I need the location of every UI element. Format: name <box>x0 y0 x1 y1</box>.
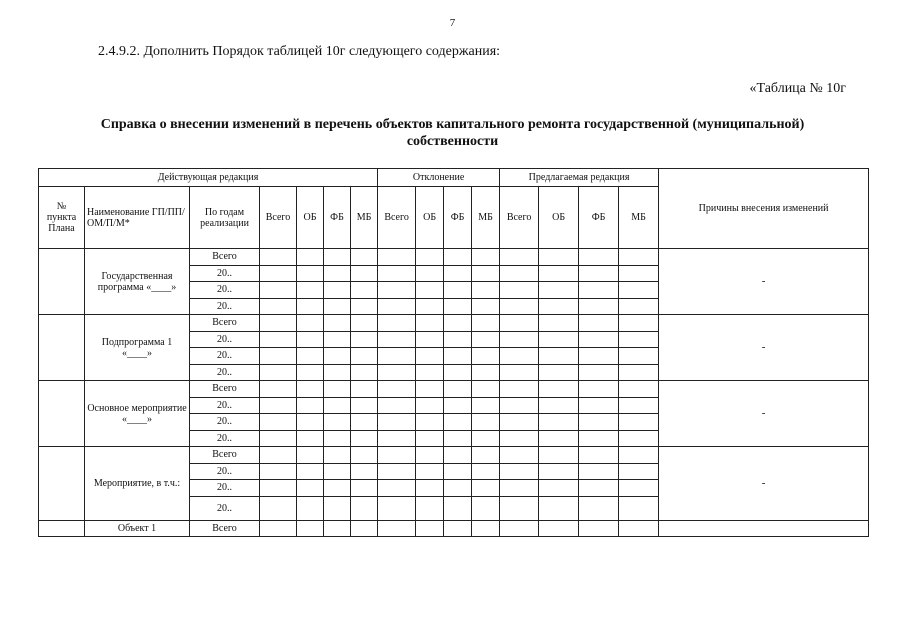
intro-text: 2.4.9.2. Дополнить Порядок таблицей 10г следующего содержания: <box>98 44 501 59</box>
cur-ob-cell <box>297 447 324 464</box>
prop-total-cell <box>500 249 539 266</box>
cur-ob-cell <box>297 348 324 365</box>
cur-mb-cell <box>351 414 378 431</box>
period-cell: Всего <box>190 381 260 398</box>
dev-total-cell <box>378 463 416 480</box>
prop-fb-cell <box>579 414 619 431</box>
dev-ob-cell <box>416 480 444 497</box>
prop-total-cell <box>500 397 539 414</box>
cur-fb-cell <box>324 315 351 332</box>
dev-ob-cell <box>416 414 444 431</box>
dev-fb-cell <box>444 520 472 537</box>
period-cell: Всего <box>190 315 260 332</box>
dev-mb-cell <box>472 331 500 348</box>
col-years-header: По годам реализации <box>190 187 260 249</box>
period-cell: 20.. <box>190 480 260 497</box>
cur-ob-cell <box>297 298 324 315</box>
col-current-mb-header: МБ <box>351 187 378 249</box>
group-header-row <box>39 169 869 187</box>
cur-mb-cell <box>351 496 378 520</box>
prop-fb-cell <box>579 496 619 520</box>
dev-total-cell <box>378 496 416 520</box>
table-row <box>39 249 869 266</box>
dev-fb-cell <box>444 496 472 520</box>
prop-total-cell <box>500 496 539 520</box>
period-cell: 20.. <box>190 364 260 381</box>
plan-number-cell <box>39 315 85 381</box>
table-row <box>39 520 869 537</box>
prop-ob-cell <box>539 315 579 332</box>
prop-ob-cell <box>539 298 579 315</box>
dev-total-cell <box>378 249 416 266</box>
cur-ob-cell <box>297 430 324 447</box>
dev-total-cell <box>378 480 416 497</box>
cur-mb-cell <box>351 364 378 381</box>
dev-fb-cell <box>444 348 472 365</box>
cur-mb-cell <box>351 282 378 299</box>
cur-fb-cell <box>324 298 351 315</box>
prop-ob-cell <box>539 447 579 464</box>
cur-ob-cell <box>297 520 324 537</box>
prop-total-cell <box>500 298 539 315</box>
dev-fb-cell <box>444 463 472 480</box>
dev-mb-cell <box>472 480 500 497</box>
period-cell: 20.. <box>190 397 260 414</box>
reason-cell: - <box>659 249 869 315</box>
cur-mb-cell <box>351 480 378 497</box>
prop-mb-cell <box>619 496 659 520</box>
prop-mb-cell <box>619 381 659 398</box>
item-name-cell: Мероприятие, в т.ч.: <box>85 447 190 521</box>
dev-total-cell <box>378 414 416 431</box>
item-name-cell: Основное мероприятие «____» <box>85 381 190 447</box>
cur-fb-cell <box>324 480 351 497</box>
prop-mb-cell <box>619 331 659 348</box>
cur-total-cell <box>260 282 297 299</box>
cur-total-cell <box>260 265 297 282</box>
cur-fb-cell <box>324 265 351 282</box>
plan-number-cell <box>39 520 85 537</box>
dev-ob-cell <box>416 430 444 447</box>
cur-fb-cell <box>324 364 351 381</box>
prop-mb-cell <box>619 282 659 299</box>
dev-fb-cell <box>444 331 472 348</box>
dev-fb-cell <box>444 249 472 266</box>
period-cell: Всего <box>190 447 260 464</box>
cur-fb-cell <box>324 397 351 414</box>
col-num-header: № пункта Плана <box>39 187 85 249</box>
dev-fb-cell <box>444 364 472 381</box>
cur-mb-cell <box>351 463 378 480</box>
cur-ob-cell <box>297 381 324 398</box>
dev-ob-cell <box>416 364 444 381</box>
cur-mb-cell <box>351 331 378 348</box>
col-dev-mb-header: МБ <box>472 187 500 249</box>
dev-fb-cell <box>444 430 472 447</box>
reason-cell: - <box>659 381 869 447</box>
prop-total-cell <box>500 480 539 497</box>
document-title <box>60 116 845 150</box>
dev-mb-cell <box>472 249 500 266</box>
item-name-cell: Подпрограмма 1 «____» <box>85 315 190 381</box>
cur-ob-cell <box>297 249 324 266</box>
cur-total-cell <box>260 480 297 497</box>
prop-fb-cell <box>579 430 619 447</box>
prop-ob-cell <box>539 249 579 266</box>
prop-ob-cell <box>539 463 579 480</box>
prop-fb-cell <box>579 265 619 282</box>
page-number: 7 <box>449 17 456 29</box>
cur-mb-cell <box>351 348 378 365</box>
title-line-1: Справка о внесении изменений в перечень объектов капитального ремонта государственной (муниципальной) <box>100 117 805 132</box>
period-cell: 20.. <box>190 265 260 282</box>
col-current-total-header: Всего <box>260 187 297 249</box>
plan-number-cell <box>39 447 85 521</box>
prop-total-cell <box>500 447 539 464</box>
cur-ob-cell <box>297 364 324 381</box>
col-prop-fb-header: ФБ <box>579 187 619 249</box>
prop-ob-cell <box>539 414 579 431</box>
cur-total-cell <box>260 447 297 464</box>
prop-fb-cell <box>579 447 619 464</box>
prop-ob-cell <box>539 496 579 520</box>
dev-ob-cell <box>416 447 444 464</box>
dev-mb-cell <box>472 520 500 537</box>
prop-total-cell <box>500 364 539 381</box>
period-cell: 20.. <box>190 348 260 365</box>
period-cell: 20.. <box>190 331 260 348</box>
dev-ob-cell <box>416 463 444 480</box>
prop-fb-cell <box>579 282 619 299</box>
prop-mb-cell <box>619 315 659 332</box>
prop-total-cell <box>500 520 539 537</box>
dev-mb-cell <box>472 364 500 381</box>
dev-total-cell <box>378 447 416 464</box>
period-cell: 20.. <box>190 298 260 315</box>
prop-total-cell <box>500 265 539 282</box>
dev-total-cell <box>378 265 416 282</box>
proposed-edition-header: Предлагаемая редакция <box>500 169 659 187</box>
dev-total-cell <box>378 315 416 332</box>
dev-total-cell <box>378 364 416 381</box>
dev-ob-cell <box>416 381 444 398</box>
cur-mb-cell <box>351 298 378 315</box>
dev-fb-cell <box>444 480 472 497</box>
col-dev-fb-header: ФБ <box>444 187 472 249</box>
prop-ob-cell <box>539 520 579 537</box>
prop-fb-cell <box>579 331 619 348</box>
prop-mb-cell <box>619 447 659 464</box>
cur-ob-cell <box>297 282 324 299</box>
prop-total-cell <box>500 331 539 348</box>
plan-number-cell <box>39 381 85 447</box>
cur-mb-cell <box>351 447 378 464</box>
prop-ob-cell <box>539 364 579 381</box>
prop-fb-cell <box>579 315 619 332</box>
cur-total-cell <box>260 348 297 365</box>
period-cell: 20.. <box>190 414 260 431</box>
prop-total-cell <box>500 463 539 480</box>
table-row <box>39 447 869 464</box>
col-dev-total-header: Всего <box>378 187 416 249</box>
reason-cell: - <box>659 447 869 521</box>
cur-ob-cell <box>297 315 324 332</box>
deviation-header: Отклонение <box>378 169 500 187</box>
dev-ob-cell <box>416 496 444 520</box>
prop-total-cell <box>500 414 539 431</box>
cur-fb-cell <box>324 520 351 537</box>
cur-total-cell <box>260 414 297 431</box>
cur-mb-cell <box>351 430 378 447</box>
dev-fb-cell <box>444 381 472 398</box>
cur-fb-cell <box>324 430 351 447</box>
prop-ob-cell <box>539 282 579 299</box>
period-cell: Всего <box>190 520 260 537</box>
prop-total-cell <box>500 348 539 365</box>
cur-mb-cell <box>351 520 378 537</box>
prop-mb-cell <box>619 430 659 447</box>
dev-ob-cell <box>416 348 444 365</box>
dev-fb-cell <box>444 265 472 282</box>
cur-mb-cell <box>351 249 378 266</box>
dev-ob-cell <box>416 331 444 348</box>
changes-table <box>38 168 869 537</box>
dev-mb-cell <box>472 348 500 365</box>
prop-total-cell <box>500 282 539 299</box>
dev-ob-cell <box>416 315 444 332</box>
item-name-cell: Объект 1 <box>85 520 190 537</box>
reasons-header: Причины внесения изменений <box>659 169 869 249</box>
dev-mb-cell <box>472 496 500 520</box>
period-cell: 20.. <box>190 282 260 299</box>
cur-fb-cell <box>324 447 351 464</box>
cur-ob-cell <box>297 480 324 497</box>
prop-ob-cell <box>539 430 579 447</box>
dev-total-cell <box>378 381 416 398</box>
prop-mb-cell <box>619 364 659 381</box>
prop-mb-cell <box>619 348 659 365</box>
cur-mb-cell <box>351 265 378 282</box>
period-cell: 20.. <box>190 463 260 480</box>
cur-ob-cell <box>297 331 324 348</box>
dev-ob-cell <box>416 265 444 282</box>
prop-mb-cell <box>619 414 659 431</box>
dev-total-cell <box>378 348 416 365</box>
table-reference: «Таблица № 10г <box>749 81 846 96</box>
cur-total-cell <box>260 298 297 315</box>
prop-total-cell <box>500 430 539 447</box>
prop-ob-cell <box>539 348 579 365</box>
col-name-header: Наименование ГП/ПП/ОМ/П/М* <box>85 187 190 249</box>
prop-mb-cell <box>619 520 659 537</box>
dev-mb-cell <box>472 298 500 315</box>
prop-fb-cell <box>579 520 619 537</box>
cur-ob-cell <box>297 496 324 520</box>
dev-mb-cell <box>472 381 500 398</box>
col-prop-mb-header: МБ <box>619 187 659 249</box>
prop-fb-cell <box>579 381 619 398</box>
prop-mb-cell <box>619 397 659 414</box>
cur-mb-cell <box>351 397 378 414</box>
prop-ob-cell <box>539 381 579 398</box>
dev-mb-cell <box>472 282 500 299</box>
prop-total-cell <box>500 381 539 398</box>
dev-fb-cell <box>444 282 472 299</box>
cur-fb-cell <box>324 331 351 348</box>
col-current-fb-header: ФБ <box>324 187 351 249</box>
col-dev-ob-header: ОБ <box>416 187 444 249</box>
prop-mb-cell <box>619 265 659 282</box>
dev-mb-cell <box>472 265 500 282</box>
dev-ob-cell <box>416 298 444 315</box>
prop-ob-cell <box>539 480 579 497</box>
prop-fb-cell <box>579 249 619 266</box>
dev-mb-cell <box>472 315 500 332</box>
cur-total-cell <box>260 249 297 266</box>
dev-mb-cell <box>472 414 500 431</box>
prop-fb-cell <box>579 348 619 365</box>
dev-ob-cell <box>416 249 444 266</box>
cur-mb-cell <box>351 315 378 332</box>
period-cell: 20.. <box>190 496 260 520</box>
cur-fb-cell <box>324 496 351 520</box>
title-line-2: собственности <box>406 134 499 149</box>
dev-total-cell <box>378 298 416 315</box>
prop-ob-cell <box>539 265 579 282</box>
prop-fb-cell <box>579 480 619 497</box>
plan-number-cell <box>39 249 85 315</box>
cur-fb-cell <box>324 381 351 398</box>
prop-fb-cell <box>579 364 619 381</box>
period-cell: 20.. <box>190 430 260 447</box>
cur-fb-cell <box>324 249 351 266</box>
dev-total-cell <box>378 430 416 447</box>
prop-mb-cell <box>619 463 659 480</box>
prop-fb-cell <box>579 298 619 315</box>
current-edition-header: Действующая редакция <box>39 169 378 187</box>
cur-total-cell <box>260 364 297 381</box>
table-row <box>39 381 869 398</box>
col-current-ob-header: ОБ <box>297 187 324 249</box>
cur-total-cell <box>260 381 297 398</box>
dev-ob-cell <box>416 520 444 537</box>
reason-cell: - <box>659 315 869 381</box>
dev-fb-cell <box>444 298 472 315</box>
prop-fb-cell <box>579 397 619 414</box>
dev-mb-cell <box>472 463 500 480</box>
dev-fb-cell <box>444 447 472 464</box>
dev-ob-cell <box>416 397 444 414</box>
cur-fb-cell <box>324 348 351 365</box>
dev-fb-cell <box>444 414 472 431</box>
cur-ob-cell <box>297 463 324 480</box>
cur-total-cell <box>260 520 297 537</box>
dev-ob-cell <box>416 282 444 299</box>
cur-total-cell <box>260 315 297 332</box>
item-name-cell: Государственная программа «____» <box>85 249 190 315</box>
cur-total-cell <box>260 463 297 480</box>
prop-mb-cell <box>619 480 659 497</box>
dev-mb-cell <box>472 397 500 414</box>
dev-fb-cell <box>444 397 472 414</box>
dev-mb-cell <box>472 447 500 464</box>
col-prop-ob-header: ОБ <box>539 187 579 249</box>
cur-total-cell <box>260 331 297 348</box>
prop-total-cell <box>500 315 539 332</box>
dev-total-cell <box>378 520 416 537</box>
prop-ob-cell <box>539 397 579 414</box>
cur-ob-cell <box>297 265 324 282</box>
cur-total-cell <box>260 397 297 414</box>
cur-fb-cell <box>324 414 351 431</box>
cur-ob-cell <box>297 414 324 431</box>
dev-mb-cell <box>472 430 500 447</box>
cur-fb-cell <box>324 282 351 299</box>
cur-fb-cell <box>324 463 351 480</box>
table-row <box>39 315 869 332</box>
dev-total-cell <box>378 331 416 348</box>
reason-cell <box>659 520 869 537</box>
period-cell: Всего <box>190 249 260 266</box>
cur-total-cell <box>260 430 297 447</box>
prop-ob-cell <box>539 331 579 348</box>
cur-mb-cell <box>351 381 378 398</box>
dev-total-cell <box>378 282 416 299</box>
col-prop-total-header: Всего <box>500 187 539 249</box>
cur-ob-cell <box>297 397 324 414</box>
cur-total-cell <box>260 496 297 520</box>
prop-fb-cell <box>579 463 619 480</box>
prop-mb-cell <box>619 249 659 266</box>
dev-fb-cell <box>444 315 472 332</box>
prop-mb-cell <box>619 298 659 315</box>
dev-total-cell <box>378 397 416 414</box>
